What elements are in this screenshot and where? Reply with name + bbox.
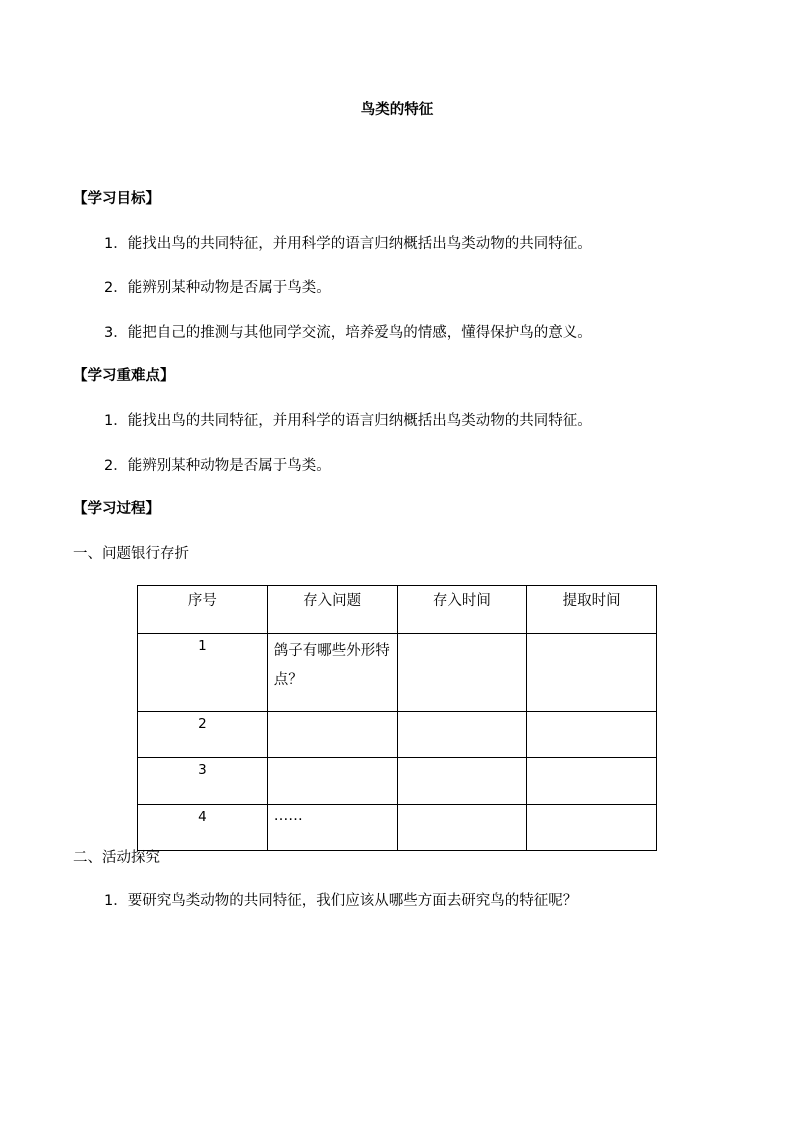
- column-header: 序号: [138, 586, 268, 634]
- page-title: 鸟类的特征: [360, 102, 434, 118]
- withdraw-time-cell: [527, 758, 657, 805]
- table-header-row: [138, 586, 657, 634]
- withdraw-time-cell: [527, 712, 657, 758]
- activity-item-1: 1．要研究鸟类动物的共同特征，我们应该从哪些方面去研究鸟的特征呢？: [104, 893, 578, 909]
- objective-item-2: 2．能辨别某种动物是否属于鸟类。: [104, 280, 331, 296]
- section-activity: 二、活动探究: [73, 850, 160, 866]
- objectives-heading: 【学习目标】: [73, 191, 160, 207]
- withdraw-time-cell: [527, 634, 657, 712]
- withdraw-time-cell: [527, 805, 657, 851]
- table-row: [138, 712, 657, 758]
- row-number: 2: [138, 712, 268, 758]
- row-number: 4: [138, 805, 268, 851]
- column-header: 提取时间: [527, 586, 657, 634]
- process-heading: 【学习过程】: [73, 501, 160, 517]
- deposit-time-cell: [397, 805, 527, 851]
- key-points-heading: 【学习重难点】: [73, 368, 175, 384]
- key-point-item-1: 1．能找出鸟的共同特征，并用科学的语言归纳概括出鸟类动物的共同特征。: [104, 413, 592, 429]
- column-header: 存入时间: [397, 586, 527, 634]
- deposit-time-cell: [397, 712, 527, 758]
- row-number: 1: [138, 634, 268, 712]
- table-row: [138, 634, 657, 712]
- row-number: 3: [138, 758, 268, 805]
- question-cell: [267, 758, 397, 805]
- objective-item-1: 1．能找出鸟的共同特征，并用科学的语言归纳概括出鸟类动物的共同特征。: [104, 236, 592, 252]
- question-cell: 鸽子有哪些外形特点？: [267, 634, 397, 712]
- table-row: [138, 758, 657, 805]
- deposit-time-cell: [397, 634, 527, 712]
- question-cell: ……: [267, 805, 397, 851]
- question-bank-table: [137, 585, 657, 851]
- question-cell: [267, 712, 397, 758]
- section-question-bank: 一、问题银行存折: [73, 546, 189, 562]
- table-row: [138, 805, 657, 851]
- column-header: 存入问题: [267, 586, 397, 634]
- objective-item-3: 3．能把自己的推测与其他同学交流，培养爱鸟的情感，懂得保护鸟的意义。: [104, 325, 592, 341]
- deposit-time-cell: [397, 758, 527, 805]
- key-point-item-2: 2．能辨别某种动物是否属于鸟类。: [104, 458, 331, 474]
